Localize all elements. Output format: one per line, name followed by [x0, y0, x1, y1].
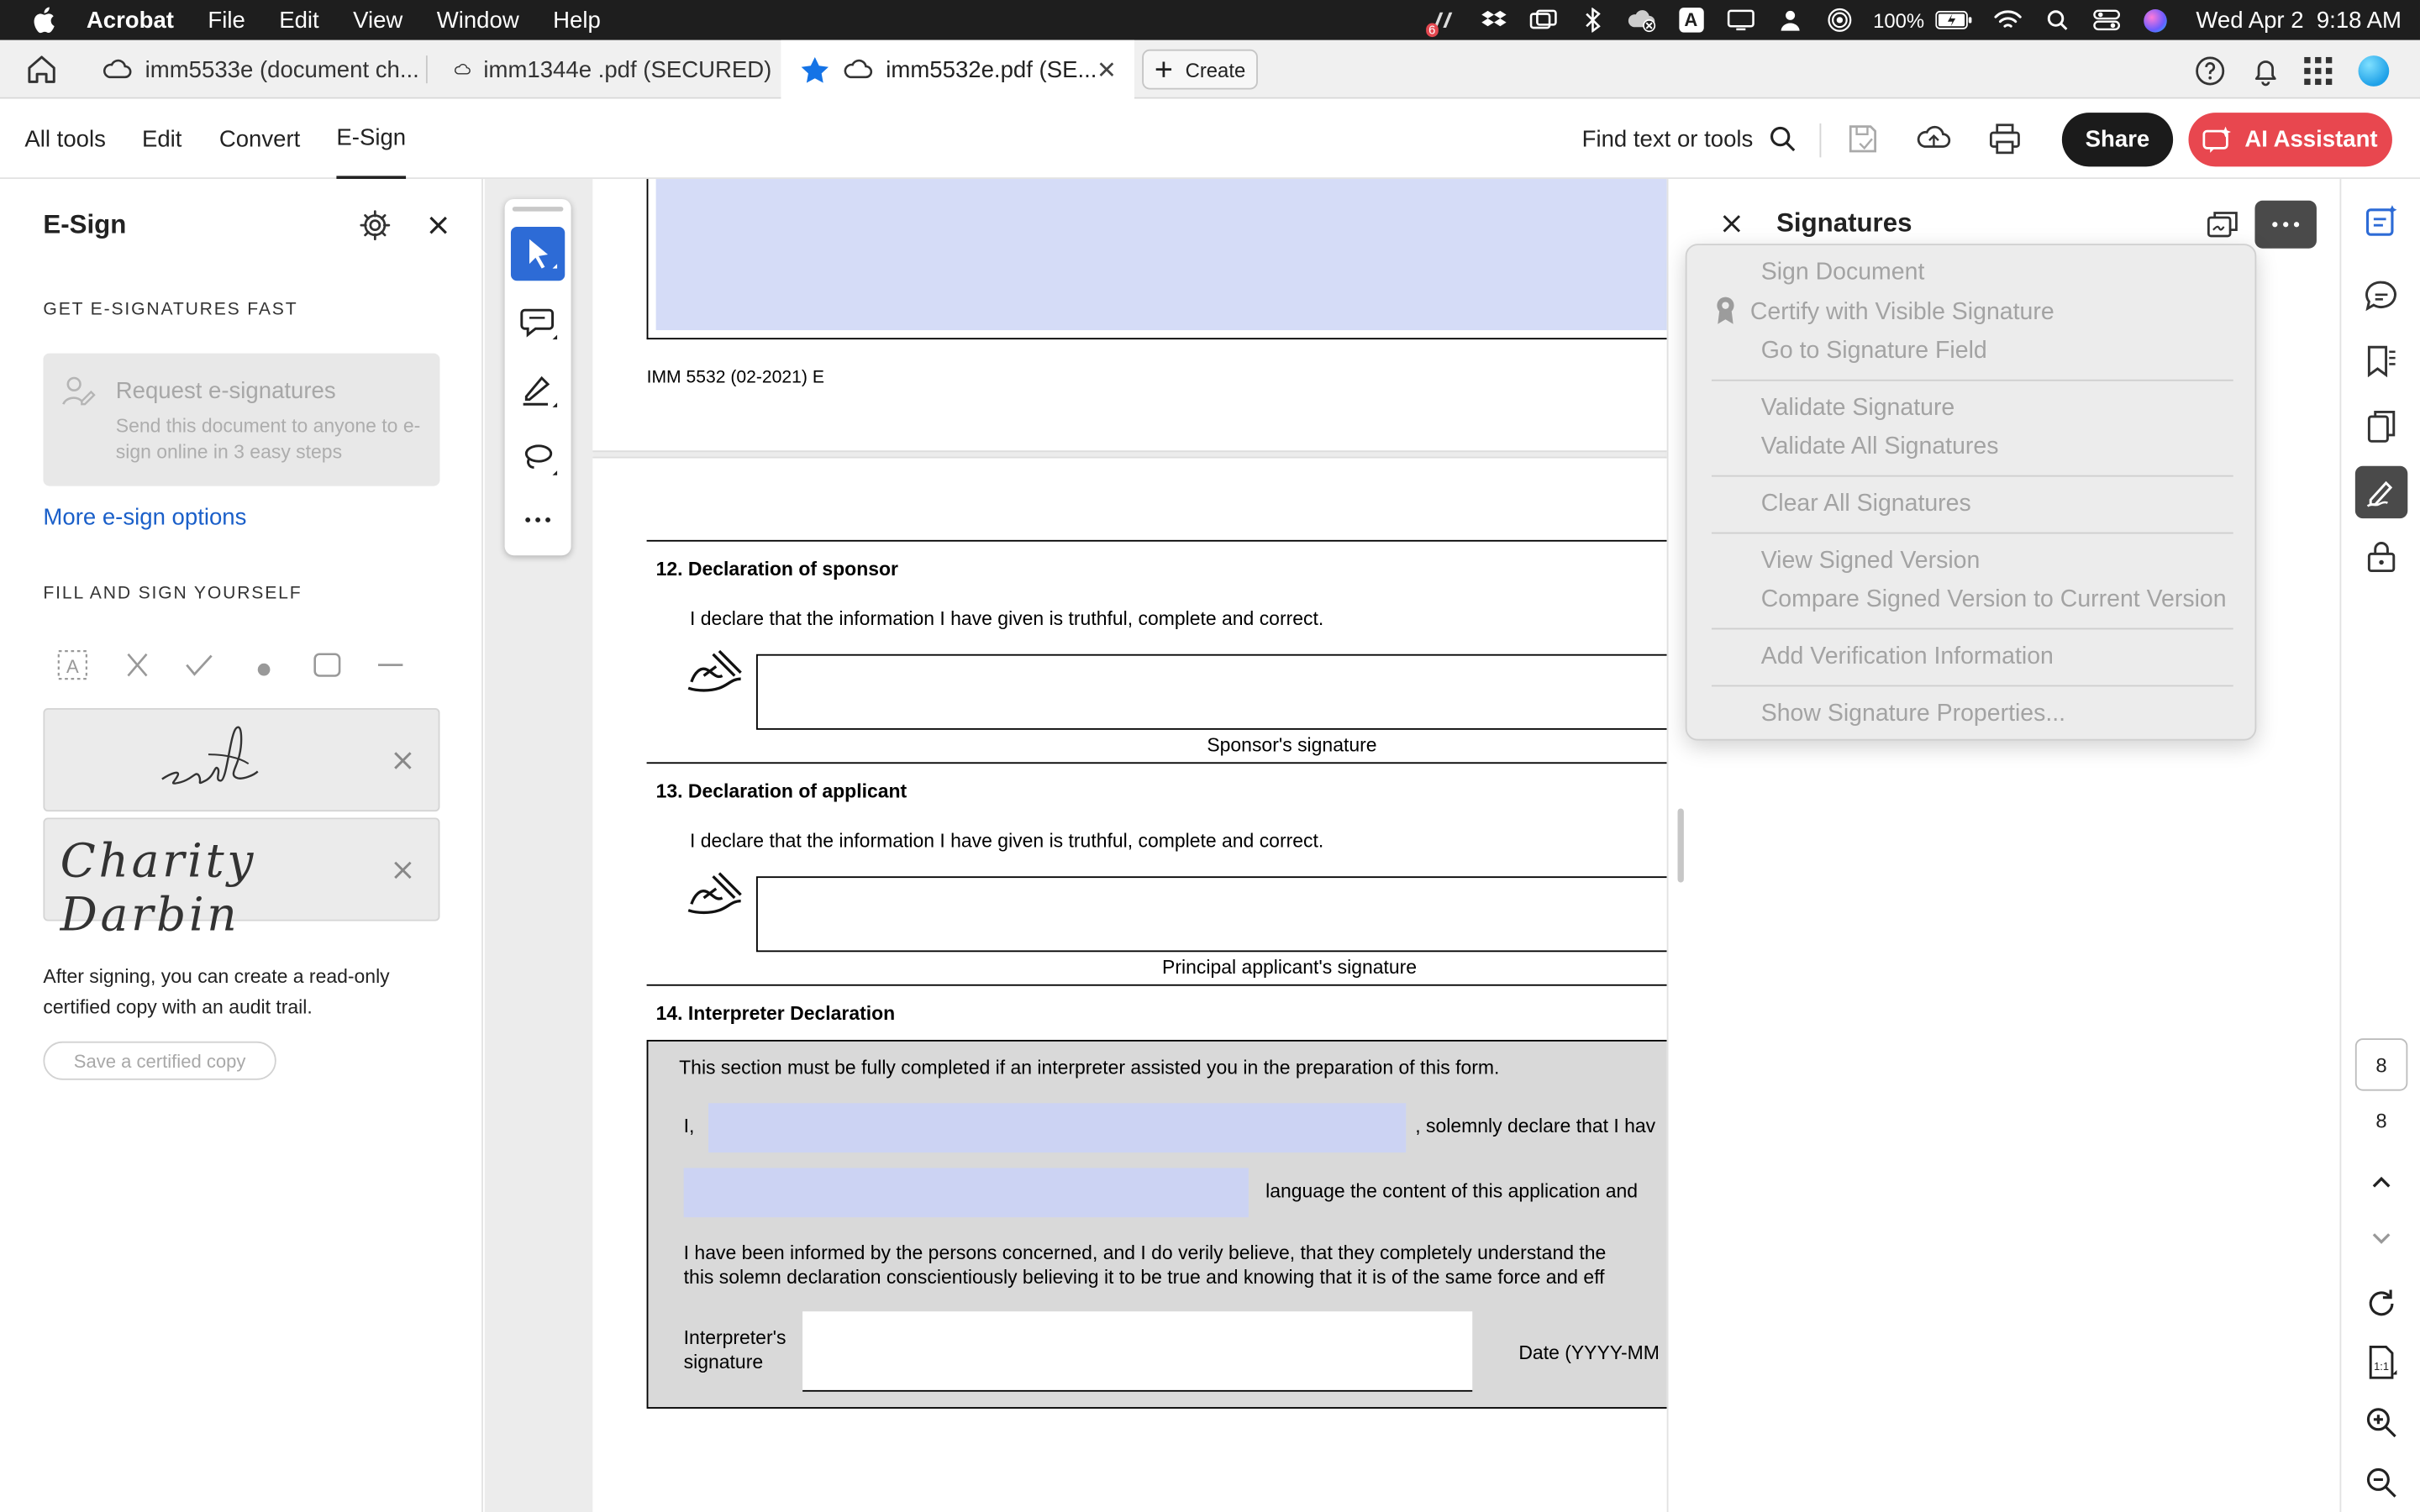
esign-settings-button[interactable]	[358, 208, 392, 242]
section-13-title: 13. Declaration of applicant	[655, 780, 908, 803]
sign-hand-icon	[686, 648, 750, 697]
main-toolbar	[0, 99, 2420, 180]
cloud-icon	[843, 59, 874, 81]
signatures-panel-options-button[interactable]	[2206, 207, 2239, 240]
rotate-icon	[2365, 1287, 2398, 1320]
ai-assistant-button[interactable]	[2188, 113, 2391, 166]
ribbon-icon	[1715, 295, 1737, 326]
menu-show-signature-properties[interactable]: Show Signature Properties...	[1760, 700, 2066, 727]
svg-text:1:1: 1:1	[2374, 1360, 2390, 1373]
rail-signatures-button[interactable]	[2355, 466, 2407, 518]
signatures-options-menu	[1686, 244, 2257, 740]
after-signing-note: After signing, you can create a read-only certified copy with an audit trail.	[43, 965, 390, 1018]
adobe-cc-icon[interactable]	[1428, 9, 1460, 38]
rectangle-icon	[312, 651, 343, 679]
interpreter-signature-field[interactable]	[802, 1311, 1472, 1392]
apple-icon[interactable]	[31, 6, 55, 34]
rail-pages-button[interactable]	[2357, 402, 2407, 452]
request-esignatures-title: Request e-signatures	[115, 377, 336, 405]
nav-edit[interactable]: Edit	[141, 125, 182, 152]
display-icon[interactable]	[1725, 9, 1756, 31]
help-icon	[2193, 54, 2227, 87]
rail-comments-button[interactable]	[2357, 271, 2407, 321]
sign-hand-icon	[686, 870, 750, 920]
esign-panel-title: E-Sign	[43, 209, 127, 239]
notification-badge: 6	[1425, 24, 1439, 38]
section-14-language: language the content of this application and	[1265, 1180, 1639, 1202]
bluetooth-icon[interactable]	[1576, 9, 1607, 31]
select-tool-button[interactable]	[511, 227, 565, 281]
quick-tools-strip	[505, 199, 571, 555]
add-text-tool[interactable]	[55, 648, 89, 681]
pdf-page	[592, 179, 1666, 1512]
cloud-upload-icon	[1915, 122, 1952, 155]
esign-panel	[0, 179, 483, 1512]
share-label: Share	[2085, 126, 2150, 153]
section-12-title: 12. Declaration of sponsor	[655, 558, 898, 580]
menu-compare-signed-version[interactable]: Compare Signed Version to Current Version	[1760, 585, 2227, 613]
section-14-informed-1: I have been informed by the persons concerned, and I do verily believe, that they completely understand the	[683, 1242, 1607, 1264]
form-code: IMM 5532 (02-2021) E	[646, 368, 824, 388]
chevron-down-icon	[2368, 1225, 2396, 1252]
right-tool-rail	[2339, 179, 2420, 1512]
menu-edit[interactable]: Edit	[279, 7, 319, 34]
control-center-icon[interactable]	[2091, 9, 2123, 31]
profile-avatar[interactable]	[2359, 55, 2390, 87]
form-field-highlight[interactable]	[656, 179, 1667, 330]
signature-scribble	[156, 717, 280, 804]
notifications-button[interactable]	[2249, 54, 2282, 87]
checkmark-icon	[184, 651, 215, 679]
rail-security-button[interactable]	[2357, 533, 2407, 582]
menu-bar	[0, 0, 2420, 40]
fit-page-button[interactable]	[2357, 1337, 2407, 1387]
lock-icon	[2363, 538, 2400, 575]
apps-button[interactable]	[2302, 55, 2333, 87]
more-icon	[2254, 201, 2316, 249]
gear-icon	[358, 208, 392, 242]
more-esign-options-link[interactable]: More e-sign options	[43, 504, 247, 531]
menu-window[interactable]: Window	[436, 7, 519, 34]
spotlight-search-icon[interactable]	[2042, 9, 2073, 31]
section-14-i: I,	[683, 1115, 695, 1137]
comment-icon	[511, 295, 565, 349]
tab-label: imm5533e (document ch...	[145, 56, 419, 83]
draw-tool-button[interactable]	[511, 363, 565, 417]
document-viewport	[485, 179, 1667, 1512]
cross-mark-tool[interactable]	[124, 651, 151, 679]
language-field[interactable]	[684, 1168, 1249, 1217]
esign-close-button[interactable]	[426, 213, 450, 237]
refresh-button[interactable]	[2357, 1279, 2407, 1329]
tab-imm1344e[interactable]	[432, 40, 771, 99]
menu-add-verification-information[interactable]: Add Verification Information	[1760, 643, 2054, 670]
save-button[interactable]	[1846, 122, 1880, 155]
request-esignatures-card[interactable]	[43, 354, 439, 486]
sponsor-signature-field[interactable]	[756, 654, 1667, 730]
typed-signature-text: Charity Darbin	[60, 834, 257, 943]
next-page-button[interactable]	[2357, 1215, 2407, 1264]
section-14-title: 14. Interpreter Declaration	[655, 1002, 896, 1025]
home-icon	[24, 54, 58, 85]
total-pages: 8	[2375, 1109, 2387, 1133]
tab-imm5533e[interactable]	[81, 40, 420, 99]
cloud-save-button[interactable]	[1915, 122, 1952, 155]
bookmark-icon	[2363, 343, 2400, 380]
wifi-icon[interactable]	[1992, 9, 2023, 31]
cloud-sync-icon[interactable]	[1626, 9, 1657, 31]
home-button[interactable]	[22, 52, 62, 86]
menu-sign-document[interactable]: Sign Document	[1760, 259, 1925, 286]
signatures-close-button[interactable]	[1721, 213, 1743, 234]
request-esignatures-desc: Send this document to anyone to e-sign online in 3 easy steps	[115, 415, 421, 464]
section-14-informed-2: this solemn declaration conscientiously believing it to be true and knowing that it is of the same force and eff	[683, 1266, 1605, 1289]
line-icon	[375, 651, 406, 679]
share-button[interactable]	[2062, 113, 2173, 166]
window-icon[interactable]	[1528, 9, 1559, 31]
more-icon	[511, 496, 565, 543]
menu-clear-all-signatures[interactable]: Clear All Signatures	[1760, 491, 1971, 517]
saved-typed-signature[interactable]	[43, 817, 439, 943]
cloud-icon	[454, 59, 471, 81]
generative-summary-icon	[2363, 203, 2400, 240]
input-source-icon[interactable]: A	[1676, 9, 1707, 31]
menu-view[interactable]: View	[353, 7, 403, 34]
interpreter-name-field[interactable]	[708, 1103, 1406, 1152]
applicant-signature-label: Principal applicant's signature	[1162, 956, 1418, 979]
tab-label: imm1344e .pdf (SECURED)	[483, 56, 772, 83]
find-label: Find text or tools	[1581, 125, 1754, 152]
delete-signature-icon[interactable]	[392, 859, 414, 881]
close-icon	[1721, 213, 1743, 234]
apps-grid-icon	[2302, 55, 2333, 87]
tab-imm5532e[interactable]	[781, 40, 1134, 99]
section-13-text: I declare that the information I have given is truthful, complete and correct.	[690, 830, 1324, 852]
request-signature-icon	[61, 375, 98, 408]
menu-certify-visible-signature[interactable]: Certify with Visible Signature	[1749, 299, 2054, 326]
comment-tool-button[interactable]	[511, 295, 565, 349]
lasso-tool-button[interactable]	[511, 430, 565, 484]
bell-icon	[2249, 54, 2282, 87]
print-button[interactable]	[1988, 122, 2022, 155]
interpreter-date-label: Date (YYYY-MM	[1518, 1341, 1660, 1364]
dot-tool[interactable]	[256, 657, 271, 672]
zoom-out-button[interactable]	[2357, 1458, 2407, 1508]
zoom-in-icon	[2365, 1405, 2398, 1439]
interpreter-signature-label-1: Interpreter's	[683, 1326, 786, 1349]
status-tray	[1419, 0, 2402, 40]
resize-handle[interactable]	[1678, 808, 1684, 882]
saved-signature[interactable]	[43, 708, 439, 811]
airdrop-icon[interactable]	[1823, 9, 1854, 31]
more-tools-button[interactable]	[511, 496, 565, 543]
zoom-out-icon	[2365, 1466, 2398, 1499]
tab-label: imm5532e.pdf (SE...	[886, 56, 1097, 83]
signature-pen-icon	[2363, 474, 2400, 511]
pen-icon	[511, 363, 565, 417]
document-tab-bar	[0, 40, 2420, 99]
create-button[interactable]	[1142, 50, 1258, 90]
save-certified-copy-button[interactable]	[43, 1042, 276, 1080]
comment-icon	[2363, 278, 2400, 315]
box-tool[interactable]	[312, 651, 343, 679]
section-14-declare: , solemnly declare that I hav	[1415, 1115, 1656, 1137]
text-field-icon	[55, 648, 89, 681]
menu-app-name[interactable]: Acrobat	[86, 7, 174, 34]
menu-validate-signature[interactable]: Validate Signature	[1760, 395, 1955, 422]
pages-icon	[2363, 409, 2400, 446]
nav-convert[interactable]: Convert	[218, 125, 301, 152]
chevron-up-icon	[2368, 1168, 2396, 1195]
current-page-value: 8	[2375, 1053, 2387, 1077]
dot-icon	[256, 662, 271, 677]
nav-all-tools[interactable]: All tools	[24, 125, 106, 152]
section-get-esignatures: GET E-SIGNATURES FAST	[43, 301, 298, 320]
nav-esign[interactable]: E-Sign	[336, 99, 406, 180]
lasso-icon	[511, 430, 565, 484]
rail-ai-summary-button[interactable]	[2357, 197, 2407, 247]
find-tools-search[interactable]	[1582, 99, 1797, 180]
signatures-title: Signatures	[1776, 207, 1912, 238]
check-mark-tool[interactable]	[184, 651, 215, 679]
line-tool[interactable]	[375, 651, 406, 679]
page-fit-icon	[2365, 1344, 2398, 1381]
ai-sparkle-icon	[2203, 126, 2234, 154]
current-page-input[interactable]	[2355, 1038, 2407, 1090]
previous-page-button[interactable]	[2357, 1158, 2407, 1207]
section-14-intro: This section must be fully completed if an interpreter assisted you in the preparation of this form.	[679, 1057, 1500, 1079]
save-icon	[1846, 122, 1880, 155]
pointer-icon	[511, 227, 565, 281]
help-button[interactable]	[2193, 54, 2227, 87]
star-icon[interactable]	[799, 55, 830, 83]
close-tab-icon[interactable]	[1097, 60, 1116, 79]
cloud-icon	[102, 59, 133, 81]
signature-panel-icon	[2206, 207, 2239, 240]
battery-percent: 100%	[1873, 8, 1925, 32]
menu-validate-all-signatures[interactable]: Validate All Signatures	[1760, 433, 1999, 460]
sponsor-signature-label: Sponsor's signature	[1207, 734, 1377, 756]
section-12-text: I declare that the information I have given is truthful, complete and correct.	[690, 607, 1324, 630]
user-icon[interactable]	[1775, 9, 1806, 31]
dropbox-icon[interactable]	[1478, 9, 1509, 31]
interpreter-signature-label-2: signature	[683, 1351, 764, 1373]
close-icon	[426, 213, 450, 237]
rail-bookmarks-button[interactable]	[2357, 336, 2407, 386]
zoom-in-button[interactable]	[2357, 1398, 2407, 1447]
plus-icon	[1155, 60, 1173, 79]
search-icon	[1769, 125, 1797, 153]
ai-assistant-label: AI Assistant	[2244, 126, 2378, 153]
print-icon	[1988, 122, 2022, 155]
menu-go-to-signature-field[interactable]: Go to Signature Field	[1760, 338, 1987, 365]
section-fill-and-sign: FILL AND SIGN YOURSELF	[43, 585, 302, 604]
siri-icon[interactable]	[2140, 9, 2171, 31]
battery-icon[interactable]	[1933, 9, 1974, 31]
cross-mark-icon	[124, 651, 151, 679]
signatures-more-button[interactable]	[2254, 201, 2316, 249]
create-label: Create	[1185, 57, 1246, 81]
menu-help[interactable]: Help	[553, 7, 601, 34]
delete-signature-icon[interactable]	[392, 750, 414, 772]
menu-view-signed-version[interactable]: View Signed Version	[1760, 548, 1981, 575]
save-certified-copy-label: Save a certified copy	[73, 1049, 246, 1072]
svg-text:A: A	[66, 655, 79, 677]
menu-file[interactable]: File	[208, 7, 245, 34]
applicant-signature-field[interactable]	[756, 876, 1667, 952]
menubar-clock[interactable]: Wed Apr 2 9:18 AM	[2196, 7, 2402, 34]
